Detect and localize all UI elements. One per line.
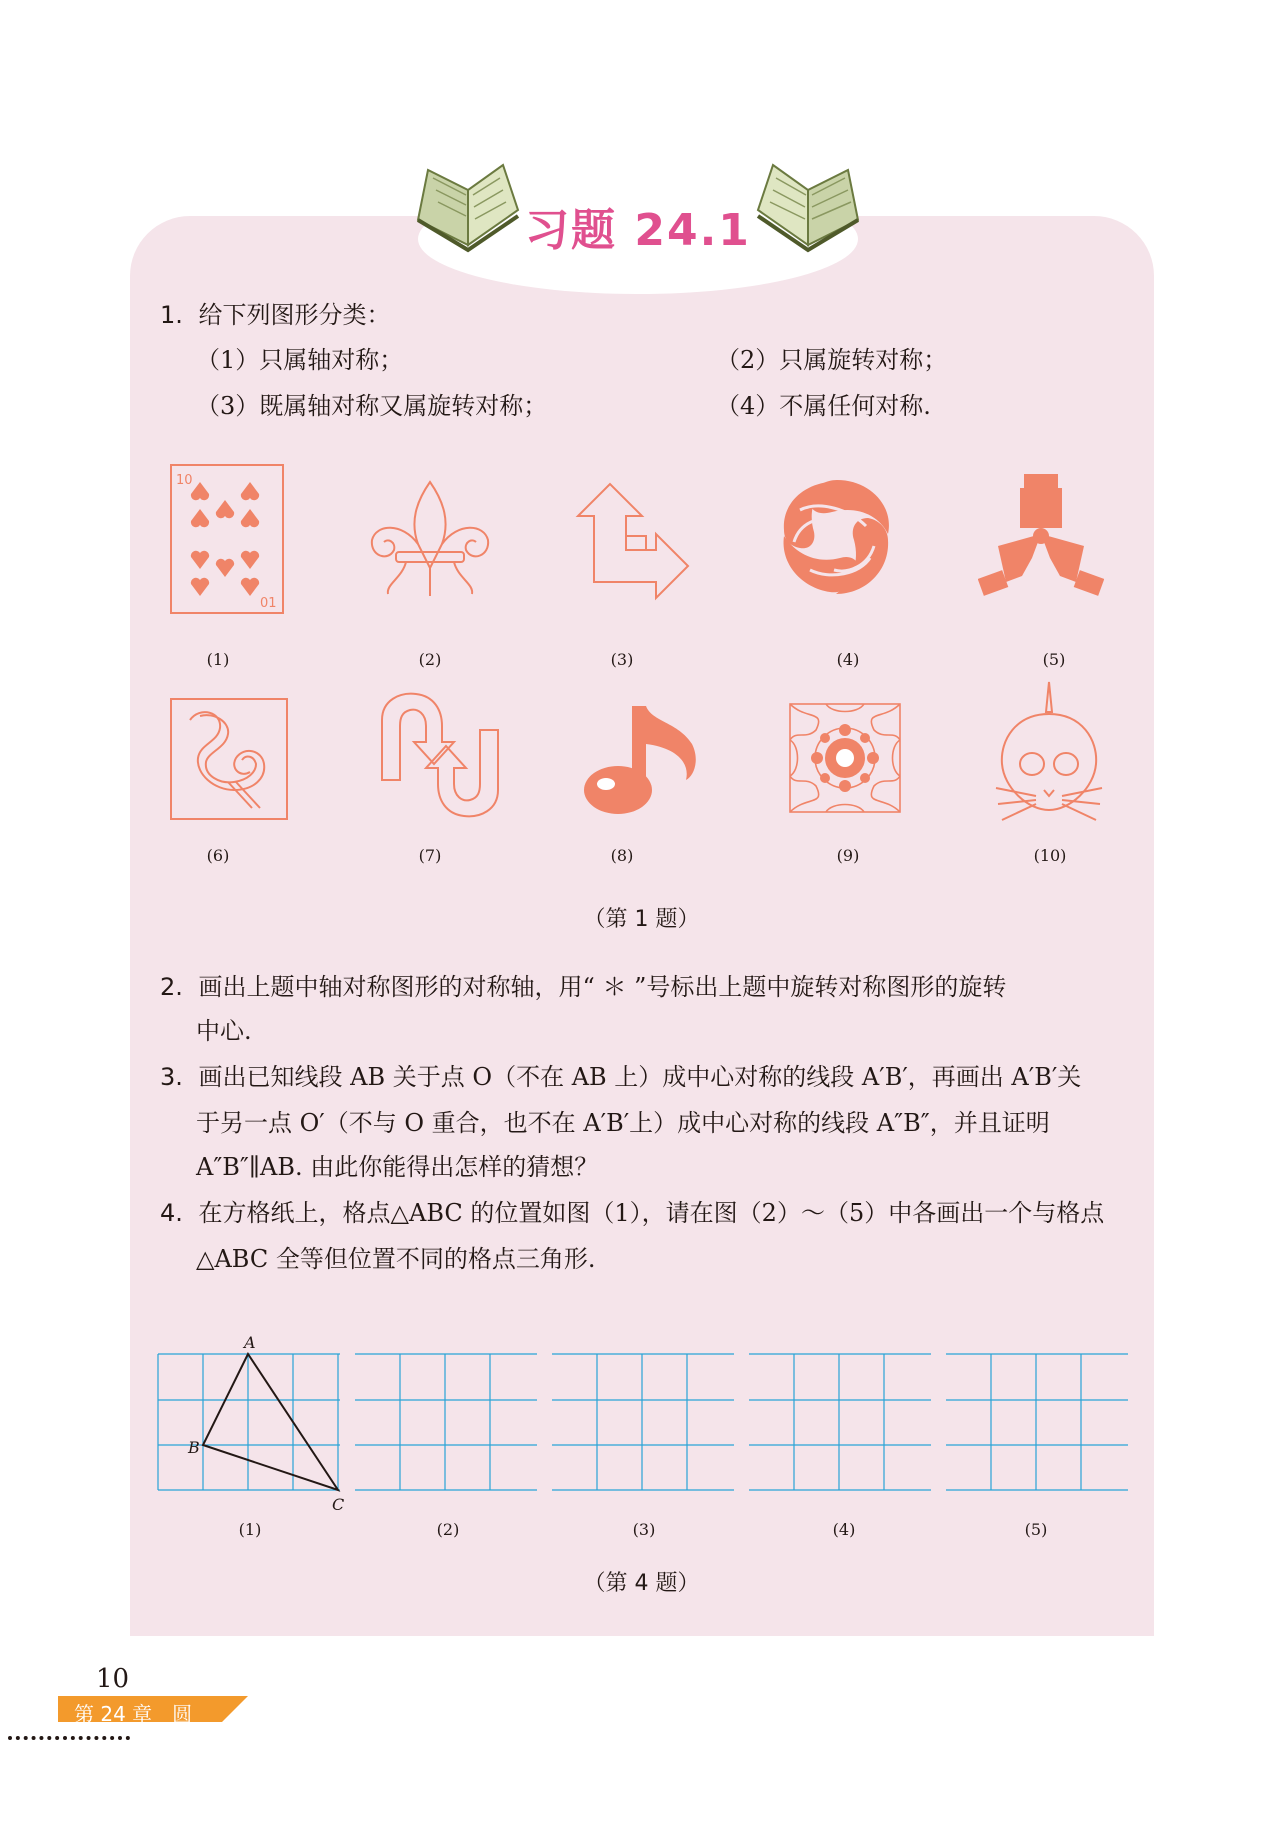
- figure-label-5: (5): [1042, 650, 1066, 669]
- figure-label-9: (9): [836, 846, 860, 865]
- figure-6-treble-clef: [170, 698, 288, 820]
- footer-dots: [8, 1736, 130, 1744]
- page-number: 10: [96, 1664, 130, 1694]
- figure-4-swirl: [770, 470, 904, 604]
- grid-label-2: (2): [436, 1520, 460, 1539]
- figure-label-2: (2): [418, 650, 442, 669]
- question-1: [160, 300, 391, 330]
- card-spades: [191, 482, 259, 596]
- grid-5: [946, 1354, 1128, 1490]
- question-1-text: 给下列图形分类：: [198, 301, 391, 329]
- figure-5-three-blades: [978, 474, 1104, 598]
- option-4: （4）不属任何对称.: [716, 392, 931, 420]
- question-2-number: 2.: [160, 973, 183, 1001]
- figure-label-3: (3): [610, 650, 634, 669]
- figure-label-6: (6): [206, 846, 230, 865]
- grid-1: [158, 1354, 340, 1490]
- grid-label-4: (4): [832, 1520, 856, 1539]
- question-3-line-3: A″B″∥AB. 由此你能得出怎样的猜想？: [196, 1153, 599, 1181]
- figure-caption-q1: （第 1 题）: [583, 907, 700, 932]
- figure-9-ornament: [786, 700, 904, 816]
- page-title: 习题 24.1: [525, 205, 751, 256]
- grid-label-3: (3): [632, 1520, 656, 1539]
- title-banner: [418, 150, 858, 270]
- chapter-label: 第 24 章 圆: [74, 1702, 193, 1726]
- figure-1-playing-card: [170, 464, 284, 614]
- figure-label-4: (4): [836, 650, 860, 669]
- figure-3-arrow-shape: [574, 480, 690, 606]
- vertex-label-a: A: [244, 1333, 256, 1352]
- option-3: （3）既属轴对称又属旋转对称；: [196, 392, 548, 420]
- triangle-abc: [203, 1354, 338, 1490]
- figure-7-hooks: [378, 690, 502, 820]
- vertex-label-c: C: [332, 1495, 345, 1514]
- figure-2-fleur-de-lis: [366, 478, 494, 602]
- figure-8-music-note: [582, 704, 702, 816]
- question-1-number: 1.: [160, 301, 183, 329]
- card-corner-bottom: 01: [260, 596, 277, 611]
- question-2-line-2: 中心.: [196, 1017, 252, 1045]
- question-4-line-2: △ABC 全等但位置不同的格点三角形.: [196, 1245, 596, 1273]
- card-corner-top: 10: [176, 473, 193, 488]
- figure-label-10: (10): [1033, 846, 1067, 865]
- grid-figures: [150, 1330, 1150, 1520]
- grid-2: [355, 1354, 537, 1490]
- figure-label-1: (1): [206, 650, 230, 669]
- option-1: （1）只属轴对称；: [196, 346, 404, 374]
- figure-10-mouse-face: [992, 680, 1106, 826]
- question-4-number: 4.: [160, 1199, 183, 1227]
- chapter-tab: [58, 1696, 248, 1726]
- question-4-line-1: 在方格纸上，格点△ABC 的位置如图（1），请在图（2）～（5）中各画出一个与格点: [198, 1199, 1105, 1227]
- question-2: [160, 972, 1006, 1002]
- question-3-number: 3.: [160, 1063, 183, 1091]
- figure-label-8: (8): [610, 846, 634, 865]
- vertex-label-b: B: [188, 1438, 200, 1457]
- grid-label-1: (1): [238, 1520, 262, 1539]
- figure-label-7: (7): [418, 846, 442, 865]
- question-3-line-1: 画出已知线段 AB 关于点 O（不在 AB 上）成中心对称的线段 A′B′，再画出 A′B′关: [198, 1063, 1082, 1091]
- question-3: [160, 1062, 1081, 1092]
- question-4: [160, 1198, 1104, 1228]
- question-2-line-1: 画出上题中轴对称图形的对称轴，用“ ＊ ”号标出上题中旋转对称图形的旋转: [198, 973, 1007, 1001]
- figure-caption-q4: （第 4 题）: [583, 1571, 700, 1596]
- option-2: （2）只属旋转对称；: [716, 346, 948, 374]
- grid-4: [749, 1354, 931, 1490]
- question-3-line-2: 于另一点 O′（不与 O 重合，也不在 A′B′上）成中心对称的线段 A″B″，并且证明: [196, 1109, 1050, 1137]
- grid-label-5: (5): [1024, 1520, 1048, 1539]
- grid-3: [552, 1354, 734, 1490]
